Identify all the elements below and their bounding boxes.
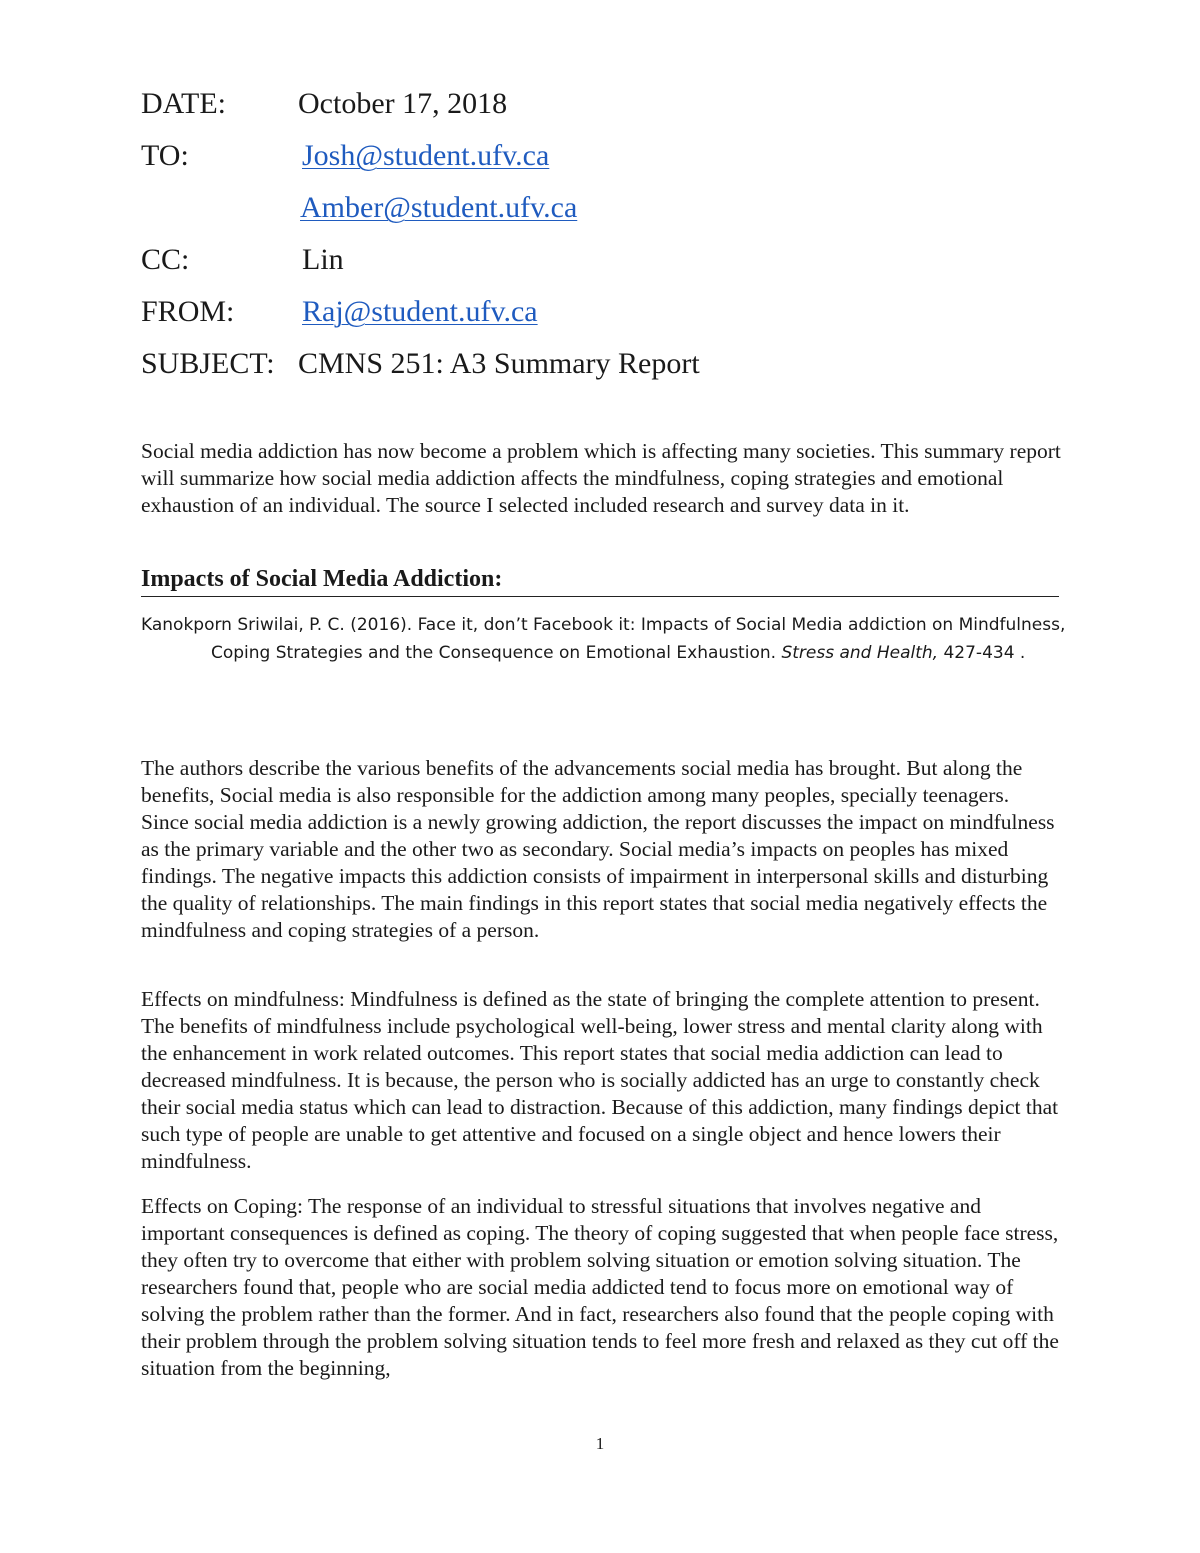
- memo-subject-row: [141, 338, 1061, 390]
- memo-cc-row: [141, 234, 1061, 286]
- body-paragraph: The authors describe the various benefits of the advancements social media has brought. But along the benefits, Social media is also responsible for the addiction among many peoples, specially teenagers. Since social media addiction is a newly growing addiction, the report discusses the impact on mindfulness as the primary variable and the other two as secondary. Social media’s impacts on peoples has mixed findings. The negative impacts this addiction consists of impairment in interpersonal skills and disturbing the quality of relationships. The main findings in this report states that social media negatively effects the mindfulness and coping strategies of a person.: [141, 756, 1055, 942]
- subject-label: SUBJECT:: [141, 347, 275, 380]
- to-recipient-link[interactable]: Amber@student.ufv.ca: [300, 191, 578, 224]
- section-heading: Impacts of Social Media Addiction:: [141, 564, 1059, 597]
- memo-header: [141, 78, 1061, 390]
- body-paragraph: Effects on mindfulness: Mindfulness is defined as the state of bringing the complete attention to present. The benefits of mindfulness include psychological well-being, lower stress and mental clarity along with the enhancement in work related outcomes. This report states that social media addiction can lead to decreased mindfulness. It is because, the person who is socially addicted has an urge to constantly check their social media status which can lead to distraction. Because of this addiction, many findings depict that such type of people are unable to get attentive and focused on a single object and hence lowers their mindfulness.: [141, 987, 1059, 1173]
- citation: [141, 611, 1081, 667]
- memo-date-row: [141, 78, 1061, 130]
- from-label: FROM:: [141, 295, 235, 328]
- date-label: DATE:: [141, 87, 226, 120]
- memo-from-row: [141, 286, 1061, 338]
- page-number: 1: [595, 1434, 605, 1453]
- citation-title: Kanokporn Sriwilai, P. C. (2016). Face it, don’t Facebook it: Impacts of Social Media addiction on Mindfulness, Coping Strategies and the Consequence on Emotional Exhaustion.: [141, 615, 1066, 663]
- from-email-link[interactable]: Raj@student.ufv.ca: [302, 295, 538, 328]
- cc-label: CC:: [141, 243, 190, 276]
- cc-value: Lin: [302, 243, 344, 276]
- subject-value: CMNS 251: A3 Summary Report: [298, 347, 700, 380]
- to-recipient-link[interactable]: Josh@student.ufv.ca: [302, 139, 550, 172]
- citation-journal: Stress and Health,: [781, 643, 939, 663]
- intro-paragraph: Social media addiction has now become a problem which is affecting many societies. This summary report will summarize how social media addiction affects the mindfulness, coping strategies and emotional exhaustion of an individual. The source I selected included research and survey data in it.: [141, 439, 1061, 517]
- citation-pages: 427-434 .: [943, 643, 1026, 663]
- body-paragraph: Effects on Coping: The response of an individual to stressful situations that involves negative and important consequences is defined as coping. The theory of coping suggested that when people face stress, they often try to overcome that either with problem solving situation or emotion solving situation. The researchers found that, people who are social media addicted tend to focus more on emotional way of solving the problem rather than the former. And in fact, researchers also found that the people coping with their problem through the problem solving situation tends to feel more fresh and relaxed as they cut off the situation from the beginning,: [141, 1194, 1059, 1380]
- memo-to-row-2: [141, 182, 1061, 234]
- date-value: October 17, 2018: [298, 87, 508, 120]
- memo-to-row: [141, 130, 1061, 182]
- to-label: TO:: [141, 139, 189, 172]
